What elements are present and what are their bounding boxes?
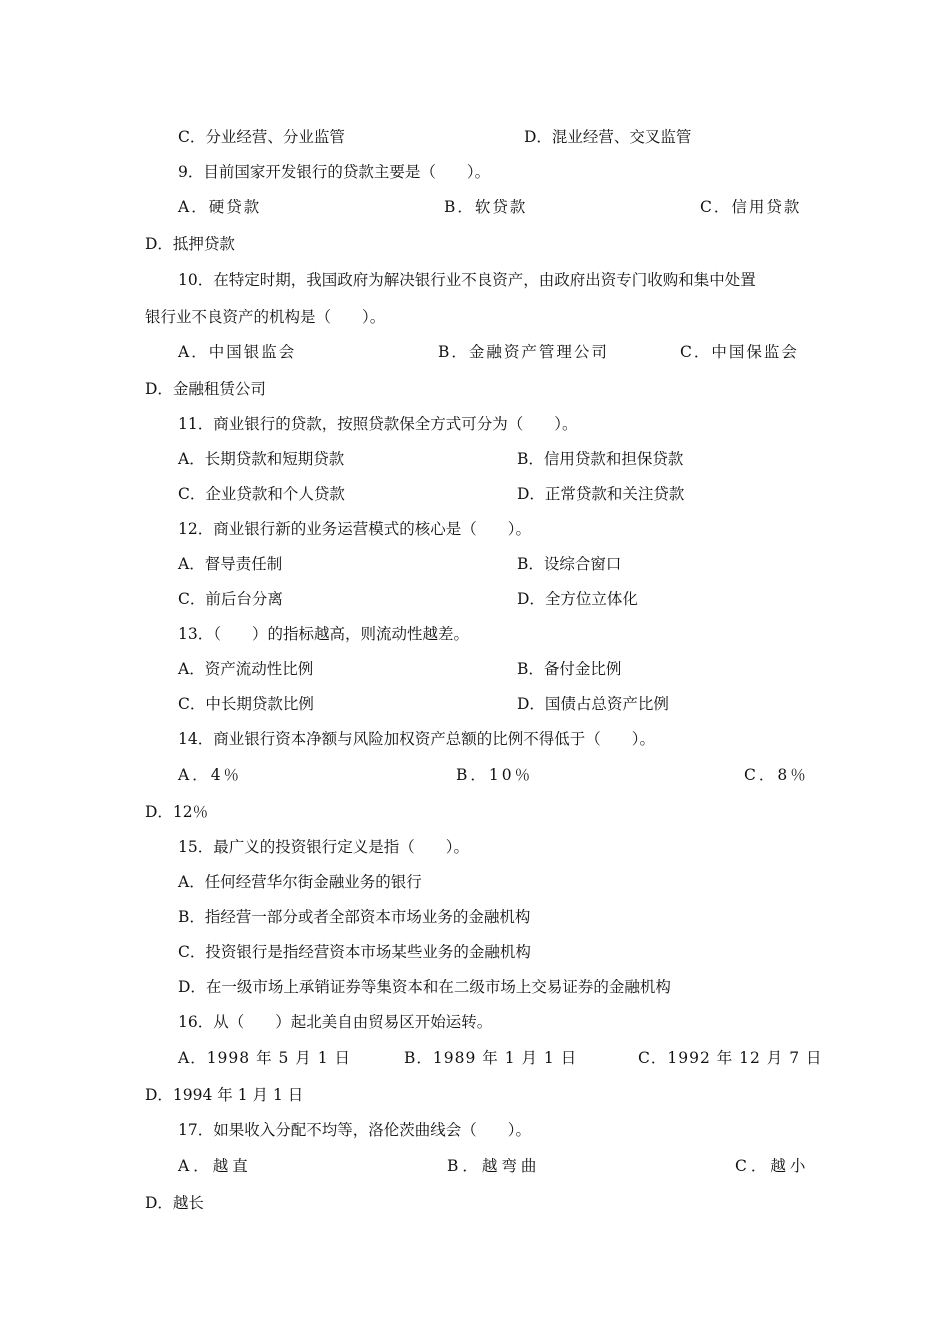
option-a: A．1998 年 5 月 1 日 [178,1049,351,1067]
option-d: D．在一级市场上承销证券等集资本和在二级市场上交易证券的金融机构 [178,978,671,996]
question-stem: 12．商业银行新的业务运营模式的核心是（ ）。 [178,520,531,538]
option-c: C．8％ [744,766,809,784]
option-b: B．1989 年 1 月 1 日 [404,1049,578,1067]
question-stem: 13．（ ）的指标越高，则流动性越差。 [178,625,469,643]
question-stem-cont: 银行业不良资产的机构是（ ）。 [145,308,386,326]
option-c: C．1992 年 12 月 7 日 [638,1049,823,1067]
option-d: D．混业经营、交叉监管 [524,128,692,146]
option-b: B．备付金比例 [517,660,622,678]
option-d: D．金融租赁公司 [145,380,266,398]
option-d: D．抵押贷款 [145,235,235,253]
option-c: C．信用贷款 [700,198,802,216]
option-c: C．越小 [735,1157,810,1175]
question-stem: 11．商业银行的贷款，按照贷款保全方式可分为（ ）。 [178,415,578,433]
option-b: B．越弯曲 [447,1157,541,1175]
option-d: D．1994 年 1 月 1 日 [145,1086,304,1104]
question-stem: 17．如果收入分配不均等，洛伦茨曲线会（ ）。 [178,1121,531,1139]
option-a: A．督导责任制 [178,555,283,573]
option-a: A．任何经营华尔街金融业务的银行 [178,873,422,891]
option-c: C．分业经营、分业监管 [178,128,345,146]
option-d: D．越长 [145,1194,204,1212]
option-d: D．12％ [145,803,209,821]
option-d: D．正常贷款和关注贷款 [517,485,685,503]
option-c: C．中国保监会 [680,343,799,361]
option-b: B．软贷款 [444,198,528,216]
option-a: A．长期贷款和短期贷款 [178,450,345,468]
option-d: D．全方位立体化 [517,590,638,608]
option-a: A．越直 [178,1157,252,1175]
question-stem: 9．目前国家开发银行的贷款主要是（ ）。 [178,163,491,181]
option-c: C．投资银行是指经营资本市场某些业务的金融机构 [178,943,531,961]
option-b: B．10％ [456,766,534,784]
option-c: C．中长期贷款比例 [178,695,314,713]
option-a: A．资产流动性比例 [178,660,314,678]
option-a: A．4％ [178,766,243,784]
question-stem: 15．最广义的投资银行定义是指（ ）。 [178,838,469,856]
option-c: C．前后台分离 [178,590,283,608]
option-b: B．指经营一部分或者全部资本市场业务的金融机构 [178,908,531,926]
option-b: B．金融资产管理公司 [438,343,609,361]
option-d: D．国债占总资产比例 [517,695,669,713]
option-c: C．企业贷款和个人贷款 [178,485,345,503]
option-a: A．中国银监会 [178,343,297,361]
option-b: B．信用贷款和担保贷款 [517,450,684,468]
question-stem: 10．在特定时期，我国政府为解决银行业不良资产，由政府出资专门收购和集中处置 [178,271,756,289]
option-a: A．硬贷款 [178,198,262,216]
question-stem: 16．从（ ）起北美自由贸易区开始运转。 [178,1013,493,1031]
option-b: B．设综合窗口 [517,555,622,573]
question-stem: 14．商业银行资本净额与风险加权资产总额的比例不得低于（ ）。 [178,730,655,748]
